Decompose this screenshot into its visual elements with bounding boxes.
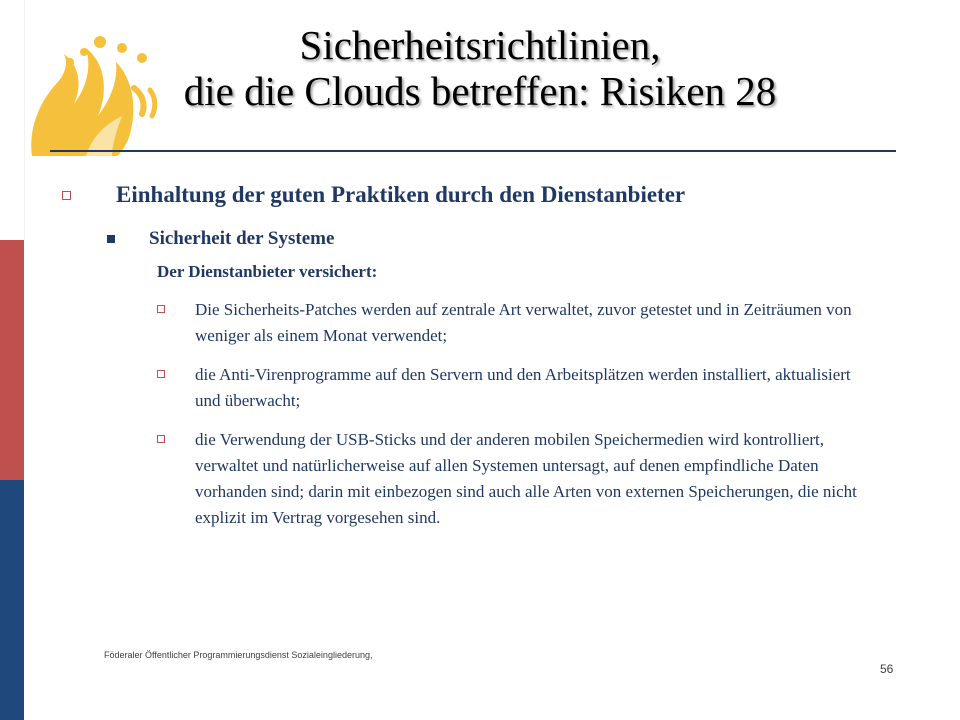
list-item-text: die Anti-Virenprogramme auf den Servern und den Arbeitsplätzen werden installiert, aktualisiert und überwacht; [195,365,851,410]
title-line-2: die die Clouds betreffen: Risiken 28 [183,68,777,114]
main-bullet [60,178,920,212]
hollow-square-bullet-icon [157,370,165,378]
sidebar-strip-top [0,0,25,240]
page-number: 56 [880,662,894,676]
sub-bullet-text: Sicherheit der Systeme [149,228,335,249]
title-divider [50,150,896,152]
footer-text: Föderaler Öffentlicher Programmierungsdienst Sozialeingliederung, [104,650,373,660]
intro-text: Der Dienstanbieter versichert: [157,262,378,281]
list-item [157,362,877,414]
sidebar-strip-blue [0,480,24,720]
list-item-text: Die Sicherheits-Patches werden auf zentrale Art verwaltet, zuvor getestet und in Zeiträumen von weniger als einem Monat verwendet; [195,300,852,345]
list-item [157,297,877,349]
main-bullet-text: Einhaltung der guten Praktiken durch den Dienstanbieter [116,182,686,207]
hollow-square-bullet-icon [157,435,165,443]
sidebar-strip-red [0,240,24,480]
filled-square-bullet-icon [107,235,115,243]
title-line-1: Sicherheitsrichtlinien, [299,22,661,68]
hollow-square-bullet-icon [62,191,71,200]
list-item-text: die Verwendung der USB-Sticks und der anderen mobilen Speichermedien wird kontrolliert, verwaltet und natürlicherweise auf allen Systemen untersagt, auf denen empfindliche Daten vorhanden sind; darin mit einbezogen sind auch alle Arten von externen Speicherungen, die nicht explizit im Vertrag vorgesehen sind. [195,430,857,527]
item-list [157,297,877,544]
hollow-square-bullet-icon [157,305,165,313]
list-item [157,427,877,531]
slide-title [110,22,850,114]
sub-bullet [107,225,334,253]
